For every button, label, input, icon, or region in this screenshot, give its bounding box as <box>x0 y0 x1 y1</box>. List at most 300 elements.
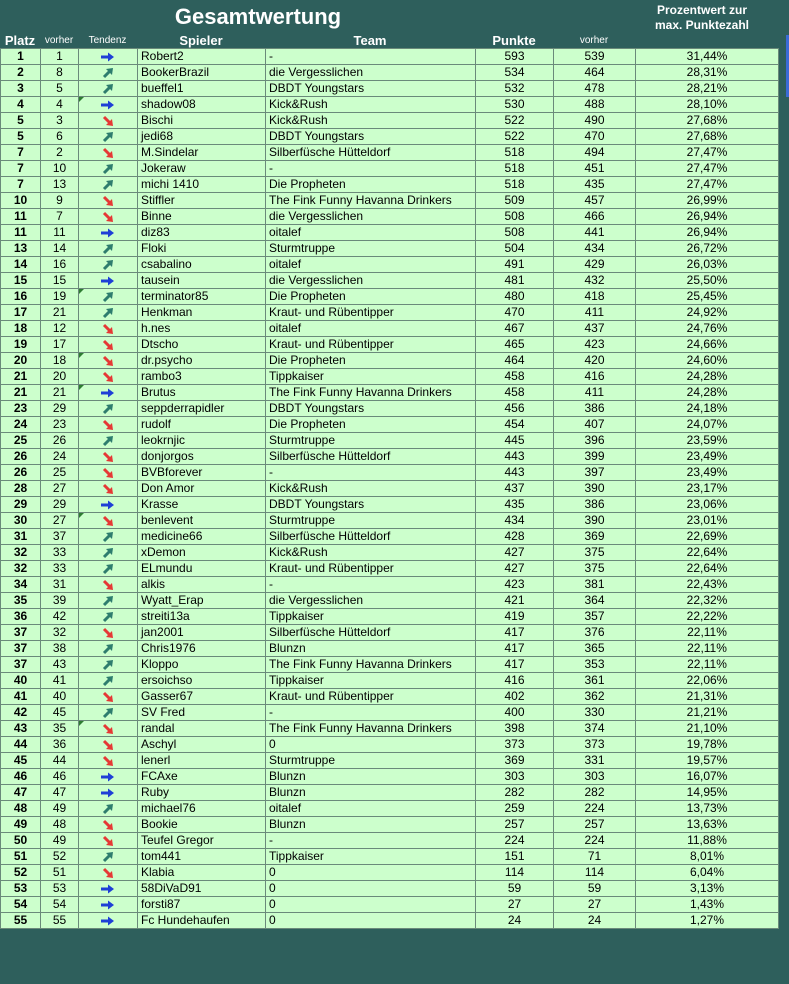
punkte-cell[interactable]: 518 <box>476 161 554 177</box>
prozent-cell[interactable]: 27,47% <box>636 145 779 161</box>
vorher-punkte-cell[interactable]: 386 <box>554 497 636 513</box>
platz-cell[interactable]: 15 <box>1 273 41 289</box>
vorher-cell[interactable]: 33 <box>41 561 79 577</box>
vorher-punkte-cell[interactable]: 390 <box>554 481 636 497</box>
tendenz-cell[interactable] <box>79 369 138 385</box>
spieler-cell[interactable]: Brutus <box>138 385 266 401</box>
punkte-cell[interactable]: 416 <box>476 673 554 689</box>
punkte-cell[interactable]: 282 <box>476 785 554 801</box>
spieler-cell[interactable]: BookerBrazil <box>138 65 266 81</box>
platz-cell[interactable]: 36 <box>1 609 41 625</box>
vorher-cell[interactable]: 18 <box>41 353 79 369</box>
spieler-cell[interactable]: Chris1976 <box>138 641 266 657</box>
tendenz-cell[interactable] <box>79 721 138 737</box>
prozent-cell[interactable]: 21,10% <box>636 721 779 737</box>
prozent-cell[interactable]: 8,01% <box>636 849 779 865</box>
punkte-cell[interactable]: 437 <box>476 481 554 497</box>
vorher-punkte-cell[interactable]: 369 <box>554 529 636 545</box>
vorher-punkte-cell[interactable]: 490 <box>554 113 636 129</box>
vorher-punkte-cell[interactable]: 357 <box>554 609 636 625</box>
vorher-punkte-cell[interactable]: 435 <box>554 177 636 193</box>
spieler-cell[interactable]: terminator85 <box>138 289 266 305</box>
spieler-cell[interactable]: medicine66 <box>138 529 266 545</box>
punkte-cell[interactable]: 456 <box>476 401 554 417</box>
prozent-cell[interactable]: 26,99% <box>636 193 779 209</box>
vorher-cell[interactable]: 51 <box>41 865 79 881</box>
punkte-cell[interactable]: 224 <box>476 833 554 849</box>
vorher-punkte-cell[interactable]: 397 <box>554 465 636 481</box>
vorher-punkte-cell[interactable]: 399 <box>554 449 636 465</box>
spieler-cell[interactable]: Teufel Gregor <box>138 833 266 849</box>
tendenz-cell[interactable] <box>79 673 138 689</box>
prozent-cell[interactable]: 25,50% <box>636 273 779 289</box>
vorher-punkte-cell[interactable]: 416 <box>554 369 636 385</box>
team-cell[interactable]: Blunzn <box>266 769 476 785</box>
platz-cell[interactable]: 11 <box>1 209 41 225</box>
team-cell[interactable]: DBDT Youngstars <box>266 81 476 97</box>
platz-cell[interactable]: 47 <box>1 785 41 801</box>
spieler-cell[interactable]: alkis <box>138 577 266 593</box>
prozent-cell[interactable]: 24,60% <box>636 353 779 369</box>
vorher-punkte-cell[interactable]: 224 <box>554 801 636 817</box>
platz-cell[interactable]: 53 <box>1 881 41 897</box>
spieler-cell[interactable]: streiti13a <box>138 609 266 625</box>
tendenz-cell[interactable] <box>79 481 138 497</box>
vorher-punkte-cell[interactable]: 470 <box>554 129 636 145</box>
spieler-cell[interactable]: diz83 <box>138 225 266 241</box>
vorher-punkte-cell[interactable]: 364 <box>554 593 636 609</box>
platz-cell[interactable]: 19 <box>1 337 41 353</box>
vorher-cell[interactable]: 44 <box>41 753 79 769</box>
tendenz-cell[interactable] <box>79 49 138 65</box>
vorher-cell[interactable]: 4 <box>41 97 79 113</box>
team-cell[interactable]: Kick&Rush <box>266 113 476 129</box>
platz-cell[interactable]: 51 <box>1 849 41 865</box>
spieler-cell[interactable]: tausein <box>138 273 266 289</box>
team-cell[interactable]: Kraut- und Rübentipper <box>266 561 476 577</box>
prozent-cell[interactable]: 23,49% <box>636 449 779 465</box>
tendenz-cell[interactable] <box>79 561 138 577</box>
team-cell[interactable]: Kraut- und Rübentipper <box>266 305 476 321</box>
team-cell[interactable]: - <box>266 833 476 849</box>
prozent-cell[interactable]: 23,01% <box>636 513 779 529</box>
punkte-cell[interactable]: 151 <box>476 849 554 865</box>
prozent-cell[interactable]: 28,10% <box>636 97 779 113</box>
platz-cell[interactable]: 25 <box>1 433 41 449</box>
spieler-cell[interactable]: Henkman <box>138 305 266 321</box>
team-cell[interactable]: Tippkaiser <box>266 369 476 385</box>
vorher-punkte-cell[interactable]: 478 <box>554 81 636 97</box>
vorher-cell[interactable]: 48 <box>41 817 79 833</box>
platz-cell[interactable]: 14 <box>1 257 41 273</box>
platz-cell[interactable]: 41 <box>1 689 41 705</box>
spieler-cell[interactable]: Aschyl <box>138 737 266 753</box>
spieler-cell[interactable]: tom441 <box>138 849 266 865</box>
vorher-cell[interactable]: 52 <box>41 849 79 865</box>
team-cell[interactable]: - <box>266 465 476 481</box>
platz-cell[interactable]: 45 <box>1 753 41 769</box>
punkte-cell[interactable]: 504 <box>476 241 554 257</box>
team-cell[interactable]: Kraut- und Rübentipper <box>266 689 476 705</box>
punkte-cell[interactable]: 257 <box>476 817 554 833</box>
prozent-cell[interactable]: 16,07% <box>636 769 779 785</box>
platz-cell[interactable]: 24 <box>1 417 41 433</box>
vorher-punkte-cell[interactable]: 381 <box>554 577 636 593</box>
vorher-punkte-cell[interactable]: 374 <box>554 721 636 737</box>
platz-cell[interactable]: 29 <box>1 497 41 513</box>
team-cell[interactable]: die Vergesslichen <box>266 593 476 609</box>
vorher-cell[interactable]: 40 <box>41 689 79 705</box>
punkte-cell[interactable]: 434 <box>476 513 554 529</box>
punkte-cell[interactable]: 27 <box>476 897 554 913</box>
team-cell[interactable]: The Fink Funny Havanna Drinkers <box>266 385 476 401</box>
punkte-cell[interactable]: 470 <box>476 305 554 321</box>
team-cell[interactable]: The Fink Funny Havanna Drinkers <box>266 721 476 737</box>
spieler-cell[interactable]: Bookie <box>138 817 266 833</box>
vorher-punkte-cell[interactable]: 373 <box>554 737 636 753</box>
prozent-cell[interactable]: 26,03% <box>636 257 779 273</box>
platz-cell[interactable]: 43 <box>1 721 41 737</box>
prozent-cell[interactable]: 25,45% <box>636 289 779 305</box>
punkte-cell[interactable]: 522 <box>476 113 554 129</box>
spieler-cell[interactable]: jedi68 <box>138 129 266 145</box>
tendenz-cell[interactable] <box>79 81 138 97</box>
punkte-cell[interactable]: 373 <box>476 737 554 753</box>
tendenz-cell[interactable] <box>79 465 138 481</box>
tendenz-cell[interactable] <box>79 513 138 529</box>
prozent-cell[interactable]: 24,28% <box>636 385 779 401</box>
punkte-cell[interactable]: 464 <box>476 353 554 369</box>
spieler-cell[interactable]: dr.psycho <box>138 353 266 369</box>
tendenz-cell[interactable] <box>79 529 138 545</box>
spieler-cell[interactable]: benlevent <box>138 513 266 529</box>
vorher-punkte-cell[interactable]: 71 <box>554 849 636 865</box>
platz-cell[interactable]: 42 <box>1 705 41 721</box>
vorher-punkte-cell[interactable]: 466 <box>554 209 636 225</box>
tendenz-cell[interactable] <box>79 193 138 209</box>
platz-cell[interactable]: 20 <box>1 353 41 369</box>
team-cell[interactable]: DBDT Youngstars <box>266 497 476 513</box>
prozent-cell[interactable]: 27,68% <box>636 113 779 129</box>
platz-cell[interactable]: 2 <box>1 65 41 81</box>
team-cell[interactable]: 0 <box>266 897 476 913</box>
platz-cell[interactable]: 1 <box>1 49 41 65</box>
vorher-punkte-cell[interactable]: 257 <box>554 817 636 833</box>
vorher-punkte-cell[interactable]: 282 <box>554 785 636 801</box>
tendenz-cell[interactable] <box>79 625 138 641</box>
vorher-punkte-cell[interactable]: 441 <box>554 225 636 241</box>
vorher-cell[interactable]: 10 <box>41 161 79 177</box>
team-cell[interactable]: die Vergesslichen <box>266 209 476 225</box>
spieler-cell[interactable]: Binne <box>138 209 266 225</box>
punkte-cell[interactable]: 443 <box>476 465 554 481</box>
vorher-cell[interactable]: 9 <box>41 193 79 209</box>
vorher-punkte-cell[interactable]: 59 <box>554 881 636 897</box>
platz-cell[interactable]: 37 <box>1 657 41 673</box>
tendenz-cell[interactable] <box>79 385 138 401</box>
punkte-cell[interactable]: 417 <box>476 625 554 641</box>
team-cell[interactable]: Kraut- und Rübentipper <box>266 337 476 353</box>
vorher-cell[interactable]: 25 <box>41 465 79 481</box>
vorher-cell[interactable]: 43 <box>41 657 79 673</box>
punkte-cell[interactable]: 465 <box>476 337 554 353</box>
vorher-cell[interactable]: 47 <box>41 785 79 801</box>
tendenz-cell[interactable] <box>79 65 138 81</box>
vorher-cell[interactable]: 1 <box>41 49 79 65</box>
prozent-cell[interactable]: 1,43% <box>636 897 779 913</box>
tendenz-cell[interactable] <box>79 545 138 561</box>
vorher-punkte-cell[interactable]: 464 <box>554 65 636 81</box>
vorher-punkte-cell[interactable]: 437 <box>554 321 636 337</box>
team-cell[interactable]: Tippkaiser <box>266 849 476 865</box>
vorher-cell[interactable]: 33 <box>41 545 79 561</box>
punkte-cell[interactable]: 259 <box>476 801 554 817</box>
prozent-cell[interactable]: 22,22% <box>636 609 779 625</box>
vorher-punkte-cell[interactable]: 420 <box>554 353 636 369</box>
spieler-cell[interactable]: lenerl <box>138 753 266 769</box>
prozent-cell[interactable]: 22,06% <box>636 673 779 689</box>
tendenz-cell[interactable] <box>79 129 138 145</box>
team-cell[interactable]: Silberfüsche Hütteldorf <box>266 449 476 465</box>
vorher-cell[interactable]: 23 <box>41 417 79 433</box>
spieler-cell[interactable]: FCAxe <box>138 769 266 785</box>
vorher-punkte-cell[interactable]: 375 <box>554 545 636 561</box>
spieler-cell[interactable]: ersoichso <box>138 673 266 689</box>
spieler-cell[interactable]: M.Sindelar <box>138 145 266 161</box>
punkte-cell[interactable]: 508 <box>476 225 554 241</box>
platz-cell[interactable]: 11 <box>1 225 41 241</box>
tendenz-cell[interactable] <box>79 609 138 625</box>
tendenz-cell[interactable] <box>79 177 138 193</box>
team-cell[interactable]: The Fink Funny Havanna Drinkers <box>266 193 476 209</box>
vorher-cell[interactable]: 39 <box>41 593 79 609</box>
platz-cell[interactable]: 13 <box>1 241 41 257</box>
vorher-punkte-cell[interactable]: 303 <box>554 769 636 785</box>
spieler-cell[interactable]: Ruby <box>138 785 266 801</box>
tendenz-cell[interactable] <box>79 321 138 337</box>
vorher-cell[interactable]: 21 <box>41 385 79 401</box>
vorher-cell[interactable]: 45 <box>41 705 79 721</box>
platz-cell[interactable]: 30 <box>1 513 41 529</box>
tendenz-cell[interactable] <box>79 897 138 913</box>
tendenz-cell[interactable] <box>79 257 138 273</box>
prozent-cell[interactable]: 11,88% <box>636 833 779 849</box>
prozent-cell[interactable]: 24,76% <box>636 321 779 337</box>
vorher-cell[interactable]: 20 <box>41 369 79 385</box>
punkte-cell[interactable]: 467 <box>476 321 554 337</box>
platz-cell[interactable]: 5 <box>1 129 41 145</box>
punkte-cell[interactable]: 481 <box>476 273 554 289</box>
tendenz-cell[interactable] <box>79 113 138 129</box>
prozent-cell[interactable]: 24,92% <box>636 305 779 321</box>
platz-cell[interactable]: 26 <box>1 465 41 481</box>
vorher-cell[interactable]: 2 <box>41 145 79 161</box>
punkte-cell[interactable]: 454 <box>476 417 554 433</box>
vorher-cell[interactable]: 35 <box>41 721 79 737</box>
punkte-cell[interactable]: 530 <box>476 97 554 113</box>
team-cell[interactable]: 0 <box>266 737 476 753</box>
platz-cell[interactable]: 40 <box>1 673 41 689</box>
vorher-cell[interactable]: 19 <box>41 289 79 305</box>
punkte-cell[interactable]: 445 <box>476 433 554 449</box>
vorher-punkte-cell[interactable]: 24 <box>554 913 636 929</box>
punkte-cell[interactable]: 508 <box>476 209 554 225</box>
vorher-cell[interactable]: 38 <box>41 641 79 657</box>
platz-cell[interactable]: 5 <box>1 113 41 129</box>
prozent-cell[interactable]: 22,32% <box>636 593 779 609</box>
prozent-cell[interactable]: 19,78% <box>636 737 779 753</box>
spieler-cell[interactable]: Floki <box>138 241 266 257</box>
team-cell[interactable]: Silberfüsche Hütteldorf <box>266 625 476 641</box>
vorher-cell[interactable]: 29 <box>41 401 79 417</box>
platz-cell[interactable]: 23 <box>1 401 41 417</box>
prozent-cell[interactable]: 23,49% <box>636 465 779 481</box>
vorher-cell[interactable]: 49 <box>41 833 79 849</box>
spieler-cell[interactable]: seppderrapidler <box>138 401 266 417</box>
tendenz-cell[interactable] <box>79 241 138 257</box>
platz-cell[interactable]: 26 <box>1 449 41 465</box>
tendenz-cell[interactable] <box>79 849 138 865</box>
team-cell[interactable]: Kick&Rush <box>266 545 476 561</box>
vorher-punkte-cell[interactable]: 451 <box>554 161 636 177</box>
prozent-cell[interactable]: 13,73% <box>636 801 779 817</box>
platz-cell[interactable]: 32 <box>1 561 41 577</box>
prozent-cell[interactable]: 23,59% <box>636 433 779 449</box>
platz-cell[interactable]: 28 <box>1 481 41 497</box>
tendenz-cell[interactable] <box>79 689 138 705</box>
tendenz-cell[interactable] <box>79 657 138 673</box>
team-cell[interactable]: Die Propheten <box>266 177 476 193</box>
tendenz-cell[interactable] <box>79 881 138 897</box>
team-cell[interactable]: Sturmtruppe <box>266 513 476 529</box>
platz-cell[interactable]: 34 <box>1 577 41 593</box>
spieler-cell[interactable]: Bischi <box>138 113 266 129</box>
vorher-punkte-cell[interactable]: 224 <box>554 833 636 849</box>
vorher-punkte-cell[interactable]: 396 <box>554 433 636 449</box>
vorher-punkte-cell[interactable]: 434 <box>554 241 636 257</box>
team-cell[interactable]: Kick&Rush <box>266 97 476 113</box>
punkte-cell[interactable]: 421 <box>476 593 554 609</box>
vorher-punkte-cell[interactable]: 418 <box>554 289 636 305</box>
platz-cell[interactable]: 16 <box>1 289 41 305</box>
team-cell[interactable]: oitalef <box>266 257 476 273</box>
vorher-cell[interactable]: 55 <box>41 913 79 929</box>
spieler-cell[interactable]: Wyatt_Erap <box>138 593 266 609</box>
platz-cell[interactable]: 17 <box>1 305 41 321</box>
prozent-cell[interactable]: 22,11% <box>636 657 779 673</box>
spieler-cell[interactable]: Krasse <box>138 497 266 513</box>
vorher-cell[interactable]: 13 <box>41 177 79 193</box>
tendenz-cell[interactable] <box>79 209 138 225</box>
punkte-cell[interactable]: 491 <box>476 257 554 273</box>
prozent-cell[interactable]: 22,11% <box>636 641 779 657</box>
vorher-punkte-cell[interactable]: 407 <box>554 417 636 433</box>
vorher-cell[interactable]: 42 <box>41 609 79 625</box>
team-cell[interactable]: Die Propheten <box>266 417 476 433</box>
punkte-cell[interactable]: 24 <box>476 913 554 929</box>
vorher-punkte-cell[interactable]: 361 <box>554 673 636 689</box>
team-cell[interactable]: Sturmtruppe <box>266 433 476 449</box>
platz-cell[interactable]: 37 <box>1 625 41 641</box>
punkte-cell[interactable]: 443 <box>476 449 554 465</box>
vorher-cell[interactable]: 54 <box>41 897 79 913</box>
prozent-cell[interactable]: 27,68% <box>636 129 779 145</box>
platz-cell[interactable]: 32 <box>1 545 41 561</box>
vorher-cell[interactable]: 49 <box>41 801 79 817</box>
spieler-cell[interactable]: Jokeraw <box>138 161 266 177</box>
team-cell[interactable]: Kick&Rush <box>266 481 476 497</box>
prozent-cell[interactable]: 23,06% <box>636 497 779 513</box>
vorher-cell[interactable]: 5 <box>41 81 79 97</box>
punkte-cell[interactable]: 593 <box>476 49 554 65</box>
vorher-punkte-cell[interactable]: 27 <box>554 897 636 913</box>
platz-cell[interactable]: 7 <box>1 145 41 161</box>
punkte-cell[interactable]: 427 <box>476 561 554 577</box>
prozent-cell[interactable]: 27,47% <box>636 161 779 177</box>
punkte-cell[interactable]: 427 <box>476 545 554 561</box>
spieler-cell[interactable]: rudolf <box>138 417 266 433</box>
punkte-cell[interactable]: 398 <box>476 721 554 737</box>
vorher-punkte-cell[interactable]: 539 <box>554 49 636 65</box>
platz-cell[interactable]: 7 <box>1 177 41 193</box>
tendenz-cell[interactable] <box>79 913 138 929</box>
spieler-cell[interactable]: Stiffler <box>138 193 266 209</box>
spieler-cell[interactable]: Gasser67 <box>138 689 266 705</box>
platz-cell[interactable]: 10 <box>1 193 41 209</box>
vorher-cell[interactable]: 11 <box>41 225 79 241</box>
platz-cell[interactable]: 52 <box>1 865 41 881</box>
tendenz-cell[interactable] <box>79 753 138 769</box>
prozent-cell[interactable]: 21,21% <box>636 705 779 721</box>
vorher-punkte-cell[interactable]: 488 <box>554 97 636 113</box>
tendenz-cell[interactable] <box>79 97 138 113</box>
team-cell[interactable]: Silberfüsche Hütteldorf <box>266 145 476 161</box>
team-cell[interactable]: Sturmtruppe <box>266 241 476 257</box>
vorher-punkte-cell[interactable]: 375 <box>554 561 636 577</box>
tendenz-cell[interactable] <box>79 449 138 465</box>
tendenz-cell[interactable] <box>79 145 138 161</box>
vorher-punkte-cell[interactable]: 411 <box>554 305 636 321</box>
vorher-punkte-cell[interactable]: 386 <box>554 401 636 417</box>
team-cell[interactable]: oitalef <box>266 225 476 241</box>
prozent-cell[interactable]: 28,31% <box>636 65 779 81</box>
spieler-cell[interactable]: shadow08 <box>138 97 266 113</box>
prozent-cell[interactable]: 28,21% <box>636 81 779 97</box>
platz-cell[interactable]: 21 <box>1 385 41 401</box>
prozent-cell[interactable]: 21,31% <box>636 689 779 705</box>
punkte-cell[interactable]: 419 <box>476 609 554 625</box>
platz-cell[interactable]: 31 <box>1 529 41 545</box>
spieler-cell[interactable]: Don Amor <box>138 481 266 497</box>
vorher-cell[interactable]: 32 <box>41 625 79 641</box>
spieler-cell[interactable]: Robert2 <box>138 49 266 65</box>
prozent-cell[interactable]: 24,07% <box>636 417 779 433</box>
vorher-cell[interactable]: 15 <box>41 273 79 289</box>
punkte-cell[interactable]: 400 <box>476 705 554 721</box>
punkte-cell[interactable]: 303 <box>476 769 554 785</box>
spieler-cell[interactable]: donjorgos <box>138 449 266 465</box>
prozent-cell[interactable]: 22,43% <box>636 577 779 593</box>
team-cell[interactable]: 0 <box>266 865 476 881</box>
tendenz-cell[interactable] <box>79 417 138 433</box>
spieler-cell[interactable]: bueffel1 <box>138 81 266 97</box>
tendenz-cell[interactable] <box>79 225 138 241</box>
tendenz-cell[interactable] <box>79 593 138 609</box>
punkte-cell[interactable]: 458 <box>476 369 554 385</box>
vorher-cell[interactable]: 26 <box>41 433 79 449</box>
prozent-cell[interactable]: 22,69% <box>636 529 779 545</box>
prozent-cell[interactable]: 24,28% <box>636 369 779 385</box>
